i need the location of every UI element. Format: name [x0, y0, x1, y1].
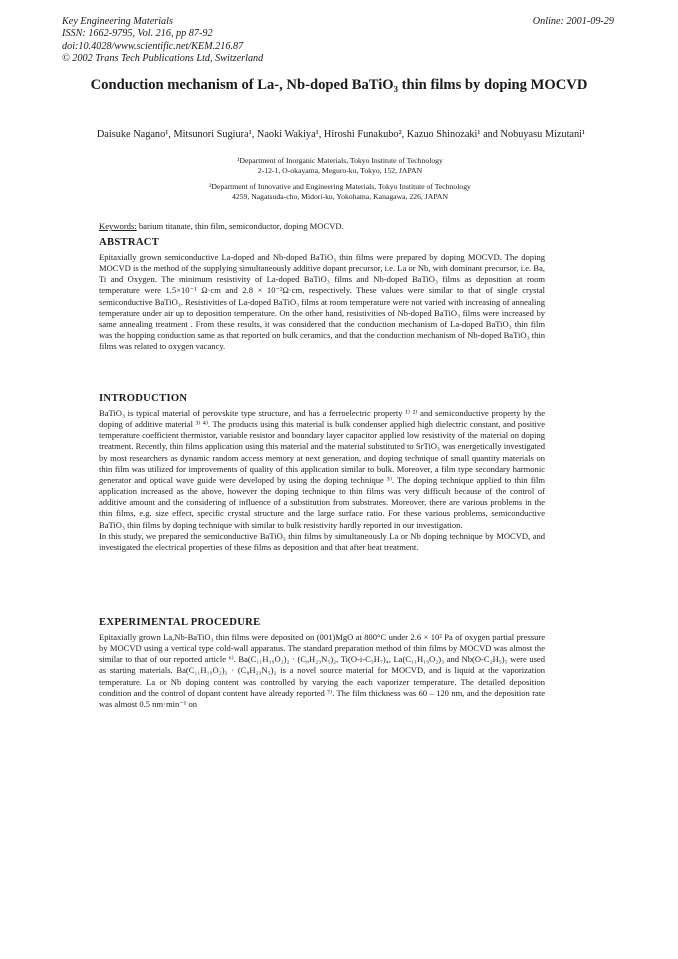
affiliation-2-address: 4259, Nagatsuda-cho, Midori-ku, Yokohama, Kanagawa, 226, JAPAN [231, 192, 448, 202]
abstract-body [99, 252, 545, 352]
copyright-line: © 2002 Trans Tech Publications Ltd, Switzerland [62, 53, 264, 65]
experimental-body [99, 632, 545, 710]
keywords-line [99, 221, 344, 231]
introduction-paragraph-1: BaTiO₃ is typical material of perovskite type structure, and has a ferroelectric property ¹⁾ ²⁾ and semiconductive property by the doping of additive material ³⁾ ⁴⁾. The products using this material is bulk condenser applied high dielectric constant, and positive temperature coefficient thermistor, variable resistor and boundary layer capacitor applied low resistivity of the material on doping treatment. Recently, thin films application using this material and the material substituted to SrTiO₃ was energetically investigated by most researchers as dynamic random access memory at next generation, and doping technique of small quantity materials on thin film was utilized for improvements of quality of this application similar to bulk. Moreover, a film type secondary harmonic generator and optical wave guide were developed by using the doping technique ⁵⁾. The doping technique applied to thin film application increased as the above, however the doping technique to thin films was very difficult because of the control of additive amount and the considering of influence of a substitution from substrates. Moreover, there are various problems in the thin films, e.g. size effect, specific crystal structure and the large surface ratio. For these various problems, semiconductive BaTiO₃ thin films by doping technique with similar to bulk resistivity hardly reported in our investigation. [99, 408, 545, 530]
doi-line: doi:10.4028/www.scientific.net/KEM.216.87 [62, 40, 244, 52]
introduction-body [99, 408, 545, 553]
affiliation-1 [120, 156, 560, 176]
abstract-paragraph: Epitaxially grown semiconductive La-doped and Nb-doped BaTiO₃ thin films were prepared by doping MOCVD. The doping MOCVD is the method of the supplying simultaneously additive dopant precursor, i.e. La or Nb, with dominant precursor, i.e. Ba, Ti and Oxygen. The minimum resistivity of La-doped BaTiO₃ films and Nb-doped BaTiO₃ films as deposition at room temperature were 1.5×10⁻¹ Ω·cm and 2.8 × 10⁻²Ω·cm, respectively. These values were similar to that of single crystal semiconductive BaTiO₃. Resistivities of La-doped BaTiO₃ films at room temperature were not varied with increasing of annealing temperature under air up to deposition temperature. On the other hand, resistivities of Nb-doped BaTiO₃ films were increased by same annealing treatment . From these results, it was considered that the conduction mechanism of La-doped BaTiO₃ thin film was the hopping conduction same as that reported on bulk ceramics, and that the conduction mechanism of Nb-doped BaTiO₃ thin films was related to oxygen vacancy. [99, 252, 545, 352]
affiliation-2 [120, 182, 560, 202]
author-list: Daisuke Nagano¹, Mitsunori Sugiura¹, Naoki Wakiya¹, Hiroshi Funakubo², Kazuo Shinozaki¹ and Nobuyasu Mizutani¹ [96, 129, 586, 140]
journal-name: Key Engineering Materials [62, 16, 173, 27]
keywords-label: Keywords: [99, 221, 137, 231]
introduction-paragraph-2: In this study, we prepared the semiconductive BaTiO₃ thin films by simultaneously La or Nb doping technique by MOCVD, and investigated the electrical properties of these films as deposition and that after heat treatment. [99, 530, 545, 552]
experimental-paragraph: Epitaxially grown La,Nb-BaTiO₃ thin films were deposited on (001)MgO at 800°C under 2.6 × 10² Pa of oxygen partial pressure by MOCVD using a vertical type cold-wall apparatus. The standard preparation method of thin films by MOCVD was almost the similar to that of our reported article ⁶⁾. Ba(C₁₁H₁₉O₂)₂ · (C₈H₂₃N₅)₂, Ti(O-i-C₃H₇)₄, La(C₁₁H₁₉O₂)₃ and Nb(O-C₂H₅)₅ were used as starting materials. Ba(C₁₁H₁₉O₂)₂ · (C₈H₂₃N₅)₂ is a novel source material for MOCVD, and is liquid at the vaporization temperature. La or Nb doping content was controlled by varying the each vaporizer temperature. The detailed deposition condition and the control of dopant content have already reported ⁷⁾. The film thickness was 60 – 120 nm, and the deposition rate was almost 0.5 nm·min⁻¹ on [99, 632, 545, 709]
experimental-heading: EXPERIMENTAL PROCEDURE [99, 617, 261, 628]
introduction-heading: INTRODUCTION [99, 393, 188, 404]
online-date: Online: 2001-09-29 [532, 16, 614, 27]
keywords-text: barium titanate, thin film, semiconductor, doping MOCVD. [136, 221, 344, 231]
abstract-heading: ABSTRACT [99, 237, 160, 248]
affiliation-1-name: ¹Department of Inorganic Materials, Tokyo Institute of Technology [237, 156, 443, 165]
journal-header [62, 16, 263, 66]
affiliation-1-address: 2-12-1, O-okayama, Meguro-ku, Tokyo, 152, JAPAN [257, 166, 423, 176]
affiliation-2-name: ²Department of Innovative and Engineering Materials, Tokyo Institute of Technology [209, 182, 471, 191]
issn-line: ISSN: 1662-9795, Vol. 216, pp 87-92 [62, 28, 213, 40]
paper-title: Conduction mechanism of La-, Nb-doped BaTiO₃ thin films by doping MOCVD [90, 77, 588, 93]
